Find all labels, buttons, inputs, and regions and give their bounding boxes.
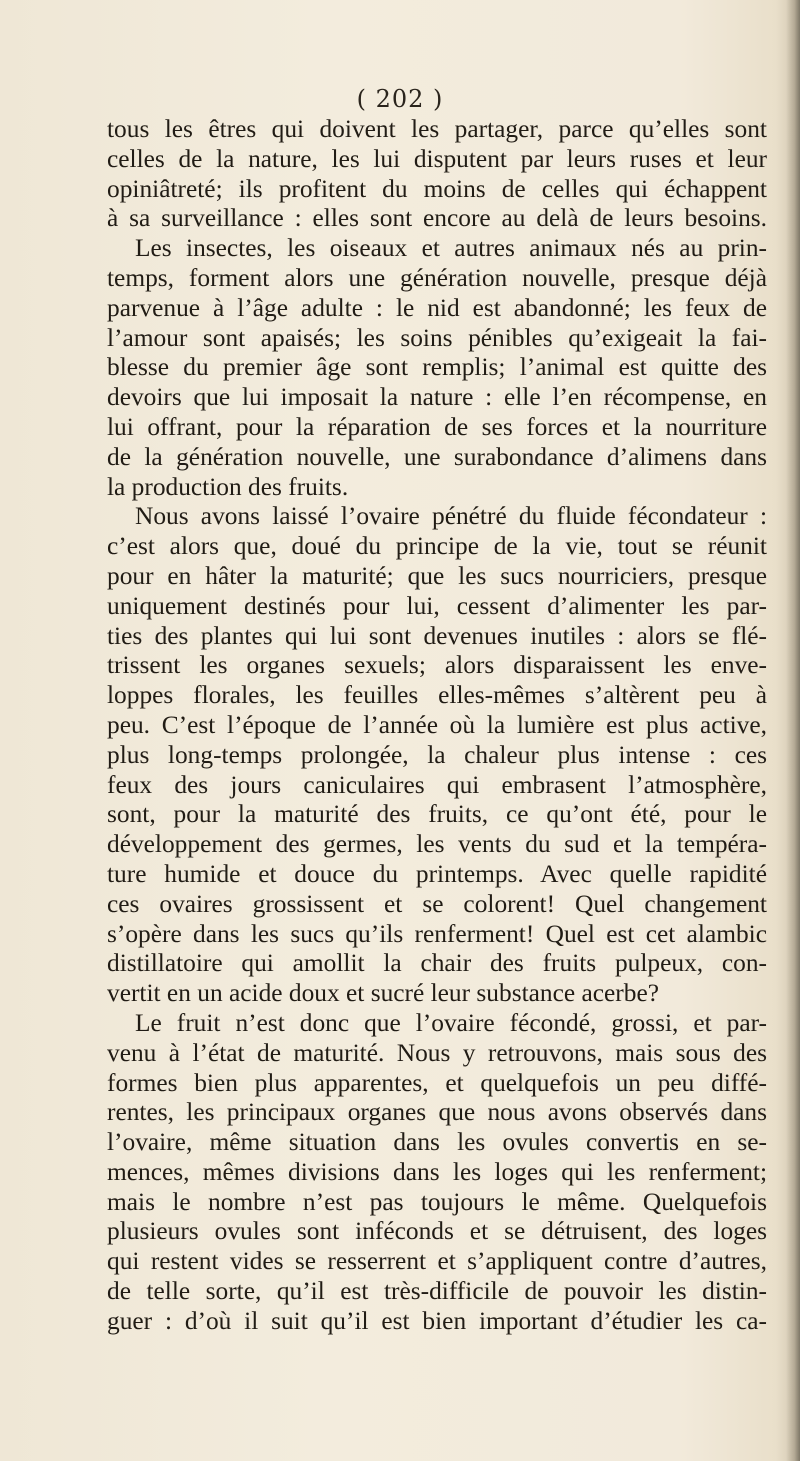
text-line: sont, pour la maturité des fruits, ce qu’ont été, pour le <box>107 800 767 829</box>
text-line: parvenue à l’âge adulte : le nid est abandonné; les feux de <box>107 293 767 322</box>
text-line: à sa surveillance : elles sont encore au delà de leurs besoins. <box>107 204 767 233</box>
text-line: uniquement destinés pour lui, cessent d’alimenter les par- <box>107 591 767 620</box>
text-line: développement des germes, les vents du sud et la tempéra- <box>107 830 767 859</box>
text-line: venu à l’état de maturité. Nous y retrouvons, mais sous des <box>107 1038 767 1067</box>
text-line: mences, mêmes divisions dans les loges qui les renferment; <box>107 1157 767 1186</box>
text-line: lui offrant, pour la réparation de ses forces et la nourriture <box>107 412 767 441</box>
text-line: blesse du premier âge sont remplis; l’animal est quitte des <box>107 353 767 382</box>
page-edge-shadow <box>786 0 800 1461</box>
text-line: formes bien plus apparentes, et quelquefois un peu diffé- <box>107 1068 767 1097</box>
text-line: l’amour sont apaisés; les soins pénibles qu’exigeait la fai- <box>107 323 767 352</box>
text-line: vertit en un acide doux et sucré leur substance acerbe? <box>107 979 659 1008</box>
text-line: Les insectes, les oiseaux et autres animaux nés au prin- <box>135 234 767 263</box>
page-number: ( 202 ) <box>356 85 444 113</box>
text-line: ces ovaires grossissent et se colorent! Quel changement <box>107 889 767 918</box>
text-line: feux des jours caniculaires qui embrasent l’atmosphère, <box>107 770 767 799</box>
text-line: guer : d’où il suit qu’il est bien important d’étudier les ca- <box>107 1306 767 1335</box>
text-line: de telle sorte, qu’il est très-difficile de pouvoir les distin- <box>107 1277 767 1306</box>
text-line: tous les êtres qui doivent les partager, parce qu’elles sont <box>107 115 767 143</box>
text-line: s’opère dans les sucs qu’ils renferment! Quel est cet alambic <box>107 919 767 948</box>
text-line: distillatoire qui amollit la chair des fruits pulpeux, con- <box>107 949 767 978</box>
text-line: la production des fruits. <box>107 472 349 501</box>
text-line: plusieurs ovules sont inféconds et se détruisent, des loges <box>107 1217 767 1246</box>
text-line: c’est alors que, doué du principe de la vie, tout se réunit <box>107 532 767 561</box>
text-line: qui restent vides se resserrent et s’appliquent contre d’autres, <box>107 1247 767 1276</box>
text-line: ture humide et douce du printemps. Avec quelle rapidité <box>107 859 767 888</box>
text-line: ties des plantes qui lui sont devenues inutiles : alors se flé- <box>107 621 767 650</box>
text-line: temps, forment alors une génération nouvelle, presque déjà <box>107 263 767 292</box>
text-line: mais le nombre n’est pas toujours le même. Quelquefois <box>107 1187 767 1216</box>
text-line: devoirs que lui imposait la nature : elle l’en récompense, en <box>107 383 767 412</box>
text-line: Nous avons laissé l’ovaire pénétré du fluide fécondateur : <box>135 502 767 531</box>
text-line: trissent les organes sexuels; alors disparaissent les enve- <box>107 651 767 680</box>
text-line: de la génération nouvelle, une surabondance d’alimens dans <box>107 442 767 471</box>
text-line: loppes florales, les feuilles elles-mêmes s’altèrent peu à <box>107 681 767 710</box>
body-text <box>107 115 767 1337</box>
text-line: pour en hâter la maturité; que les sucs nourriciers, presque <box>107 561 767 590</box>
text-line: l’ovaire, même situation dans les ovules convertis en se- <box>107 1128 767 1157</box>
text-line: Le fruit n’est donc que l’ovaire fécondé, grossi, et par- <box>135 1008 767 1037</box>
text-line: peu. C’est l’époque de l’année où la lumière est plus active, <box>107 710 767 739</box>
text-line: rentes, les principaux organes que nous avons observés dans <box>107 1098 767 1127</box>
text-line: celles de la nature, les lui disputent par leurs ruses et leur <box>107 144 767 173</box>
text-line: plus long-temps prolongée, la chaleur plus intense : ces <box>107 740 767 769</box>
text-line: opiniâtreté; ils profitent du moins de celles qui échappent <box>107 174 767 203</box>
